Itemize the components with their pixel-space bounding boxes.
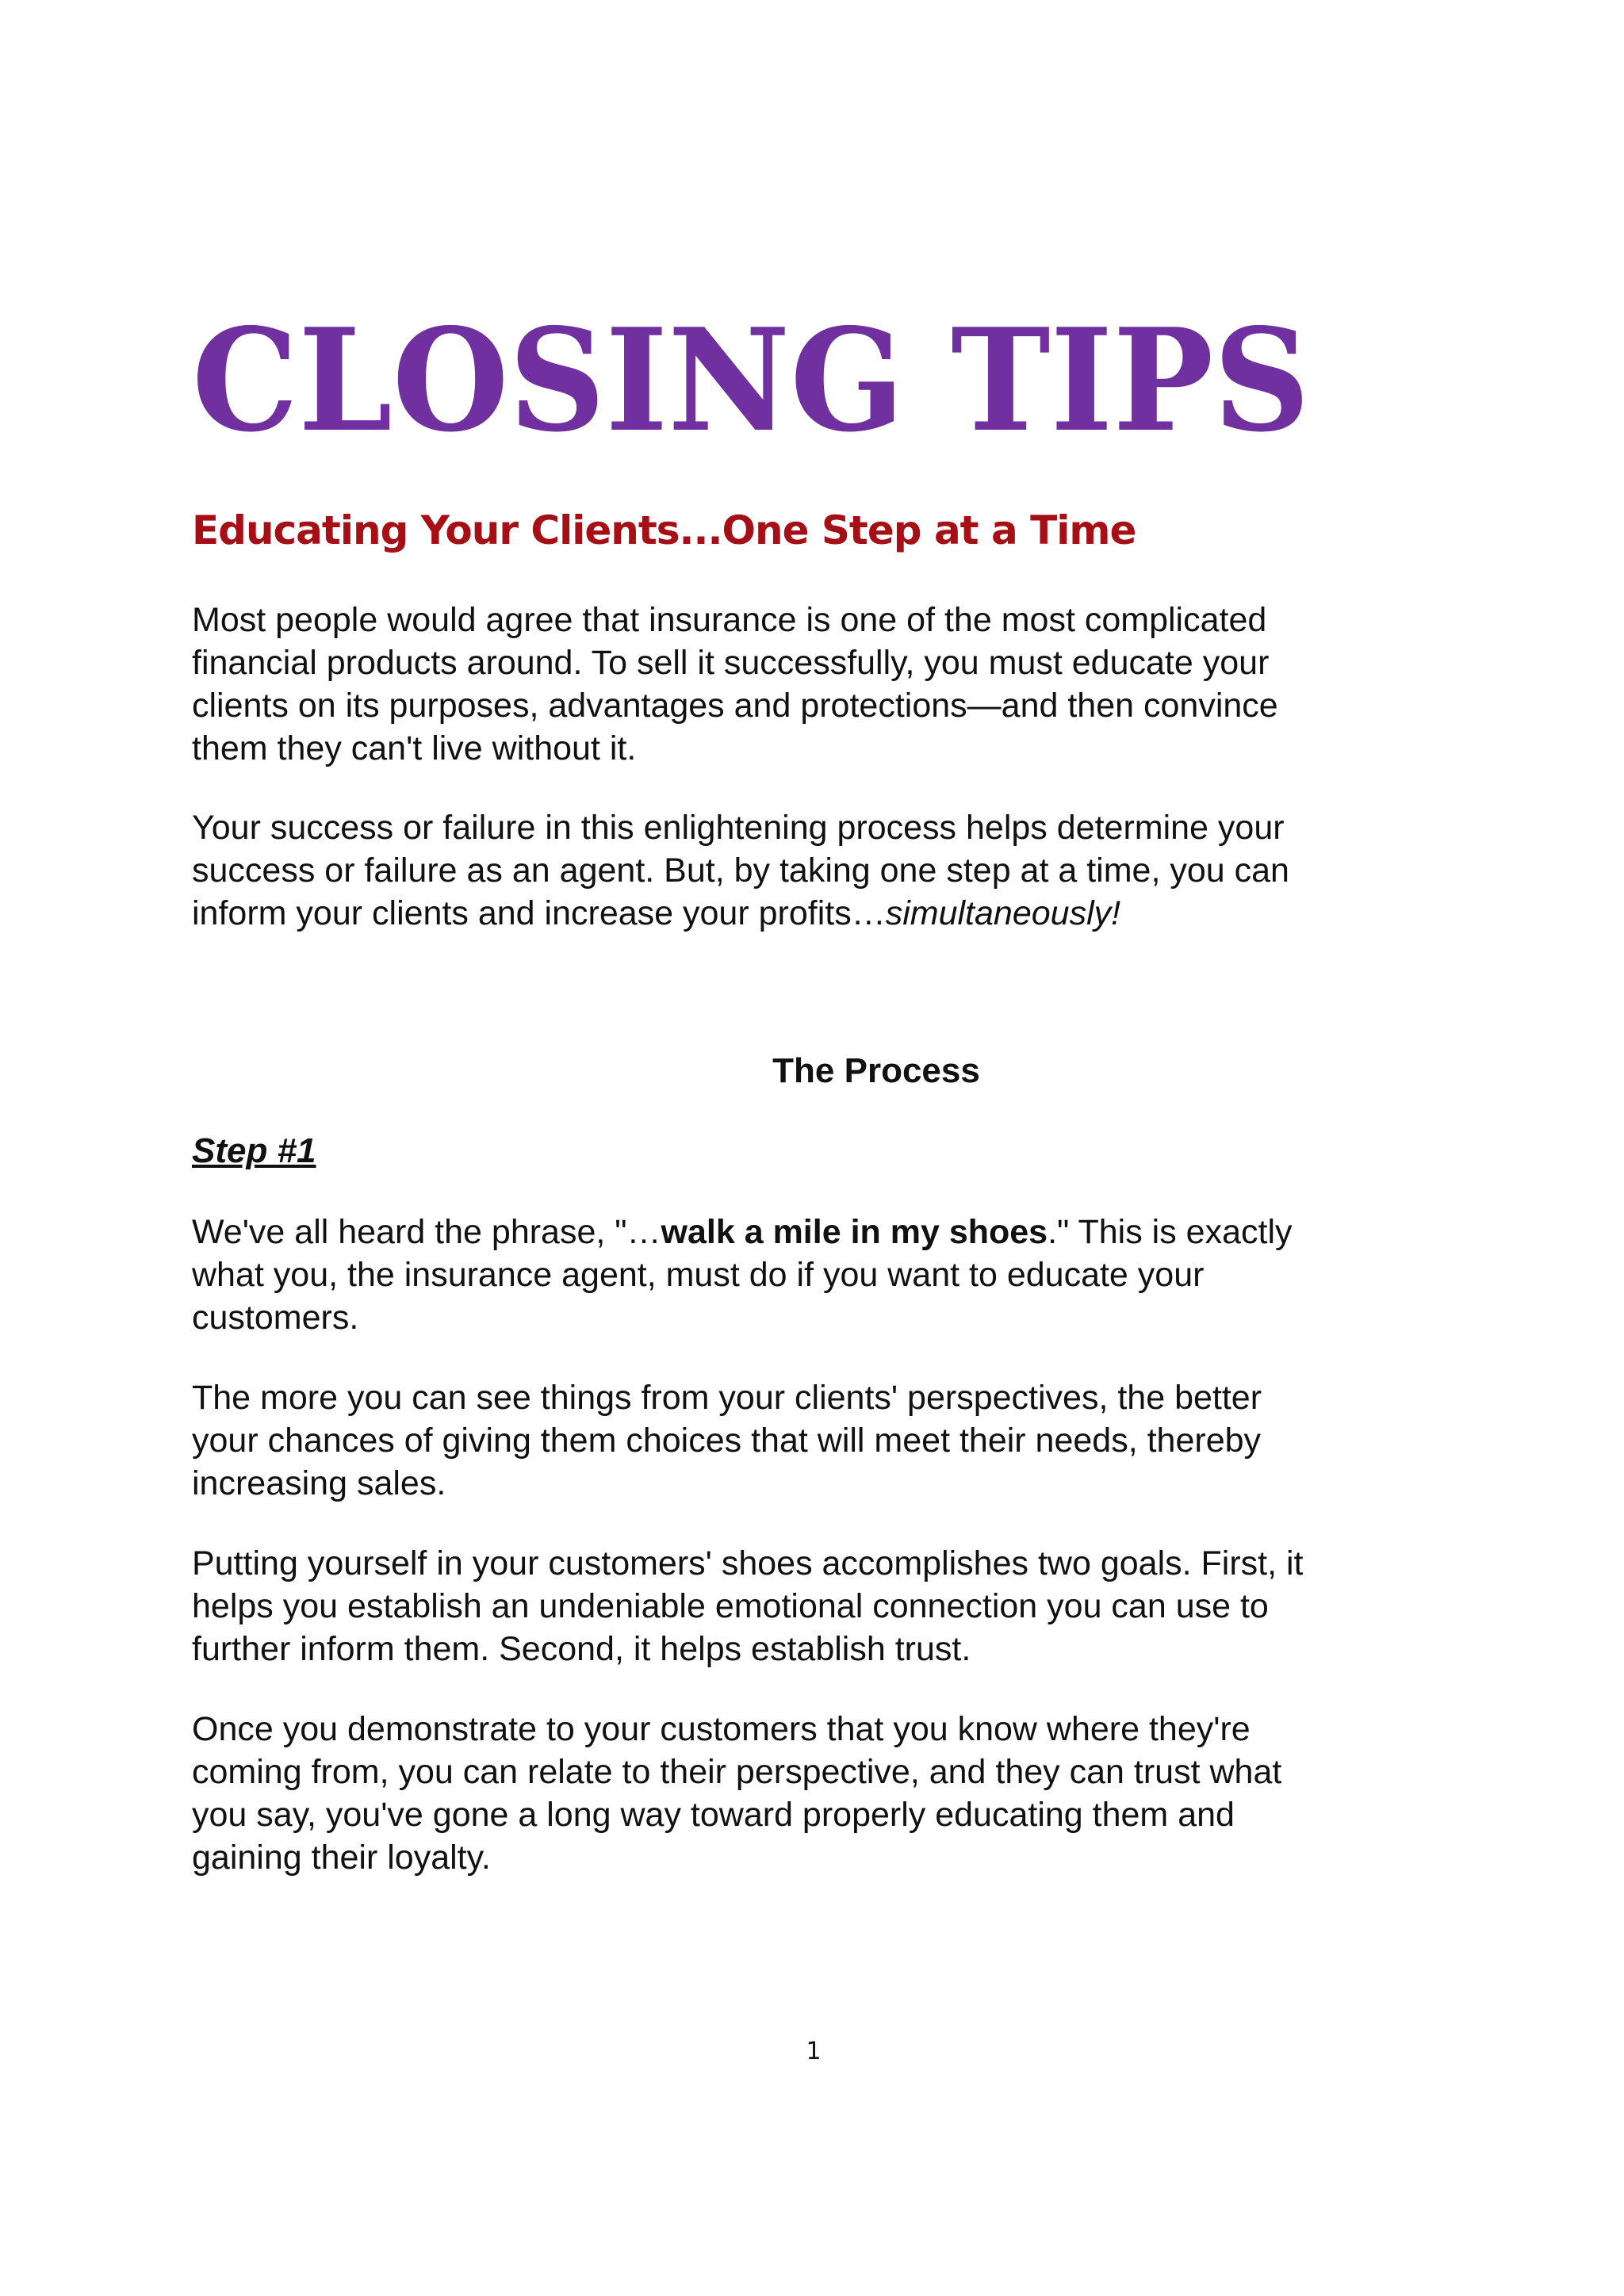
step-label: Step #1 bbox=[192, 1131, 316, 1170]
text-segment: We've all heard the phrase, "… bbox=[192, 1213, 661, 1251]
text-line: customers. bbox=[192, 1299, 359, 1337]
text-line bbox=[192, 892, 1461, 935]
text-line: clients on its purposes, advantages and protections—and then convince bbox=[192, 687, 1278, 725]
text-line: coming from, you can relate to their perspective, and they can trust what bbox=[192, 1753, 1282, 1791]
title-wordart bbox=[189, 311, 1331, 453]
title-text: CLOSING TIPS bbox=[192, 311, 1310, 453]
text-line bbox=[192, 1211, 1461, 1253]
text-line: gaining their loyalty. bbox=[192, 1839, 491, 1877]
text-line: you say, you've gone a long way toward properly educating them and bbox=[192, 1796, 1235, 1834]
text-line: what you, the insurance agent, must do if you want to educate your bbox=[192, 1256, 1205, 1294]
subheading: Educating Your Clients...One Step at a Time bbox=[192, 507, 1136, 553]
step1-paragraph-3 bbox=[192, 1542, 1461, 1670]
text-line: helps you establish an undeniable emotional connection you can use to bbox=[192, 1587, 1269, 1625]
step1-paragraph-1 bbox=[192, 1211, 1461, 1339]
document-title bbox=[189, 311, 1331, 457]
text-line: financial products around. To sell it successfully, you must educate your bbox=[192, 644, 1270, 682]
step1-paragraph-2 bbox=[192, 1376, 1461, 1505]
intro-paragraph-1 bbox=[192, 599, 1461, 770]
text-segment: ." This is exactly bbox=[1048, 1213, 1293, 1251]
text-line: increasing sales. bbox=[192, 1464, 446, 1502]
text-line: success or failure as an agent. But, by taking one step at a time, you can bbox=[192, 851, 1289, 890]
bold-phrase: walk a mile in my shoes bbox=[661, 1213, 1048, 1251]
text-line: them they can't live without it. bbox=[192, 729, 637, 767]
text-line: Your success or failure in this enlightening process helps determine your bbox=[192, 809, 1285, 847]
section-title: The Process bbox=[772, 1051, 980, 1090]
text-line: Putting yourself in your customers' shoes accomplishes two goals. First, it bbox=[192, 1544, 1304, 1582]
text-line: further inform them. Second, it helps establish trust. bbox=[192, 1630, 971, 1668]
page-number: 1 bbox=[806, 2038, 822, 2065]
text-line: Once you demonstrate to your customers that you know where they're bbox=[192, 1710, 1251, 1748]
step1-paragraph-4 bbox=[192, 1708, 1461, 1879]
text-line: Most people would agree that insurance is one of the most complicated bbox=[192, 601, 1267, 639]
text-segment: inform your clients and increase your profits… bbox=[192, 894, 886, 932]
text-line: The more you can see things from your clients' perspectives, the better bbox=[192, 1379, 1262, 1417]
emphasis-text: simultaneously! bbox=[885, 894, 1121, 932]
intro-paragraph-2 bbox=[192, 806, 1461, 935]
text-line: your chances of giving them choices that will meet their needs, thereby bbox=[192, 1422, 1262, 1460]
